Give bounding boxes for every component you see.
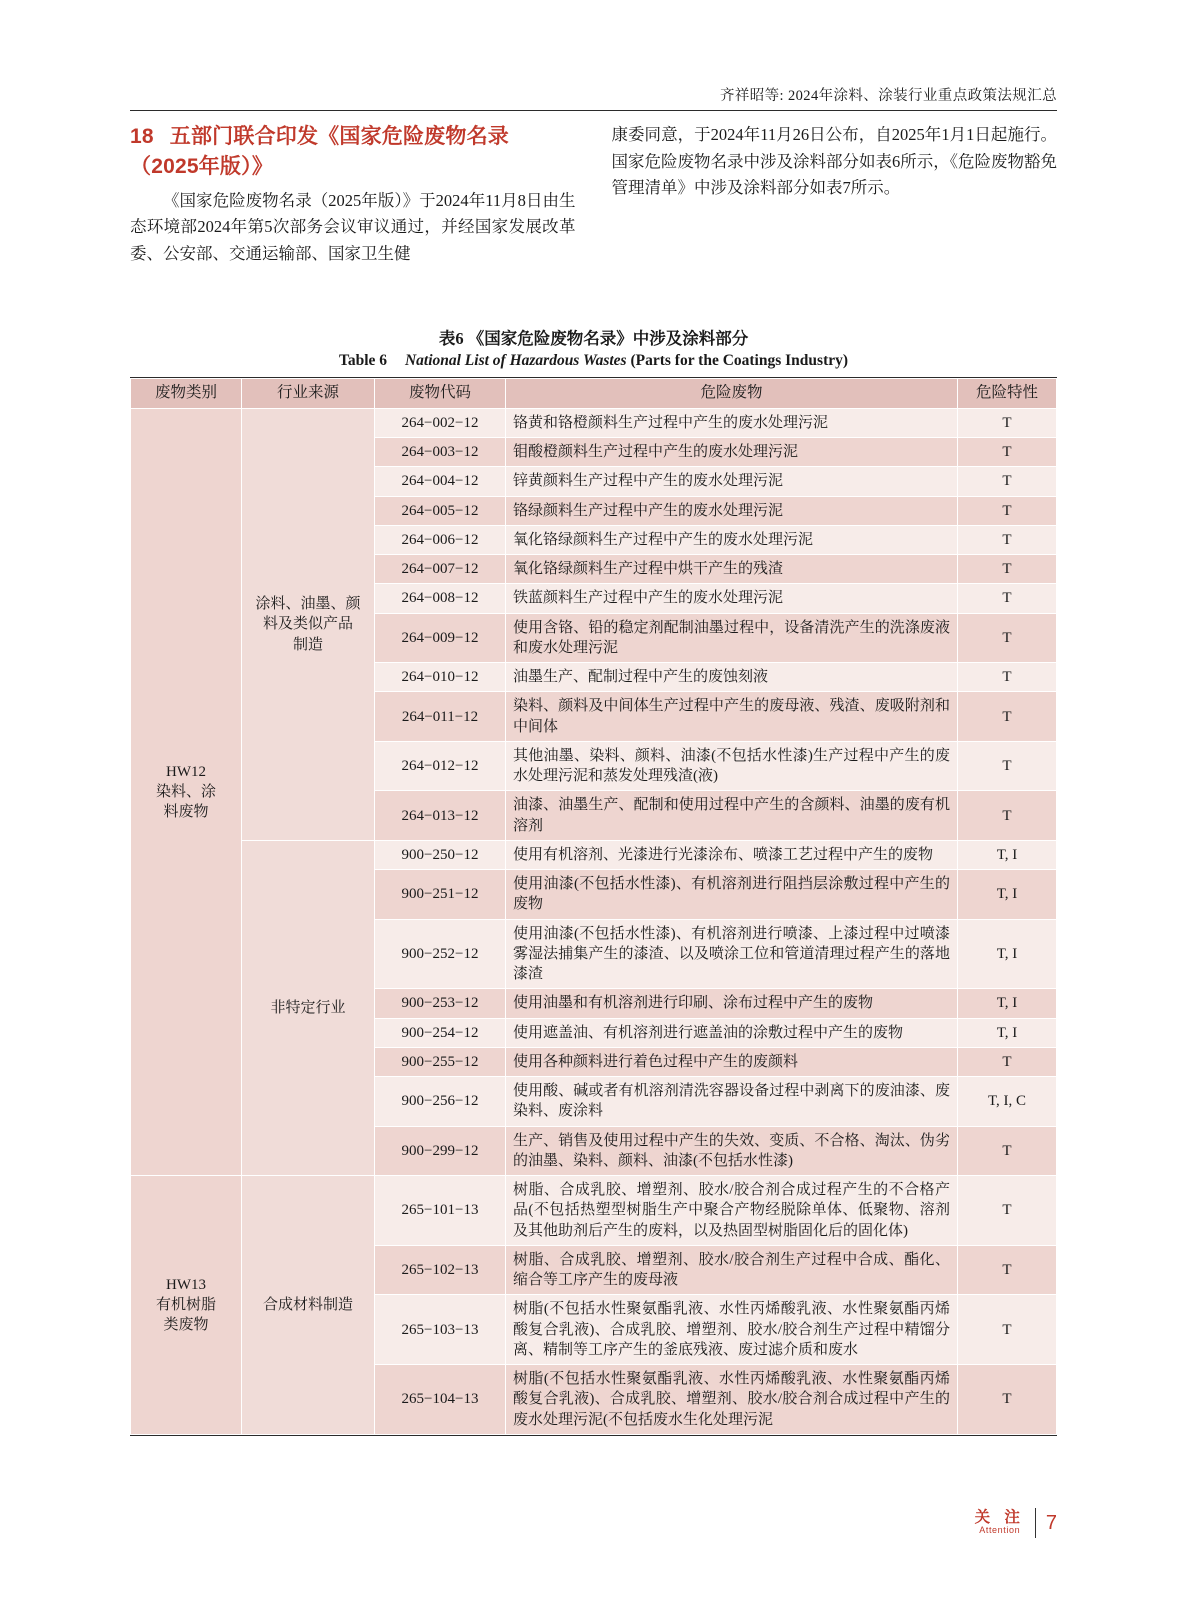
waste-name-cell: 使用油墨和有机溶剂进行印刷、涂布过程中产生的废物 xyxy=(506,989,958,1018)
waste-code-cell: 265−104−13 xyxy=(375,1365,506,1435)
table-header-cell: 危险特性 xyxy=(958,379,1057,409)
hazard-property-cell: T, I xyxy=(958,1018,1057,1047)
hazardous-waste-table xyxy=(130,378,1057,1435)
hazard-property-cell: T xyxy=(958,791,1057,841)
waste-code-cell: 264−005−12 xyxy=(375,496,506,525)
hazard-property-cell: T xyxy=(958,438,1057,467)
table-caption-cn: 表6 《国家危险废物名录》中涉及涂料部分 xyxy=(438,329,749,348)
waste-name-cell: 油漆、油墨生产、配制和使用过程中产生的含颜料、油墨的废有机溶剂 xyxy=(506,791,958,841)
hazard-property-cell: T, I xyxy=(958,870,1057,920)
hazard-property-cell: T xyxy=(958,584,1057,613)
waste-name-cell: 使用各种颜料进行着色过程中产生的废颜料 xyxy=(506,1047,958,1076)
waste-name-cell: 使用含铬、铅的稳定剂配制油墨过程中，设备清洗产生的洗涤废液和废水处理污泥 xyxy=(506,613,958,663)
table-header-cell: 行业来源 xyxy=(242,379,375,409)
waste-name-cell: 铁蓝颜料生产过程中产生的废水处理污泥 xyxy=(506,584,958,613)
table-caption-en xyxy=(0,352,1187,370)
section-title-text: 五部门联合印发《国家危险废物名录（2025年版）》 xyxy=(130,125,509,178)
waste-name-cell: 树脂(不包括水性聚氨酯乳液、水性丙烯酸乳液、水性聚氨酯丙烯酸复合乳液)、合成乳胶、增塑剂、胶水/胶合剂生产过程中精馏分离、精制等工序产生的釜底残液、废过滤介质和废水 xyxy=(506,1295,958,1365)
hazard-property-cell: T xyxy=(958,555,1057,584)
waste-code-cell: 900−250−12 xyxy=(375,840,506,869)
hazard-property-cell: T xyxy=(958,525,1057,554)
hazard-property-cell: T xyxy=(958,1245,1057,1295)
waste-code-cell: 264−012−12 xyxy=(375,741,506,791)
hazard-property-cell: T xyxy=(958,663,1057,692)
waste-code-cell: 900−252−12 xyxy=(375,919,506,989)
hazard-property-cell: T, I xyxy=(958,919,1057,989)
hazard-property-cell: T xyxy=(958,1047,1057,1076)
waste-name-cell: 树脂(不包括水性聚氨酯乳液、水性丙烯酸乳液、水性聚氨酯丙烯酸复合乳液)、合成乳胶、增塑剂、胶水/胶合剂合成过程中产生的废水处理污泥(不包括废水生化处理污泥 xyxy=(506,1365,958,1435)
intro-paragraph-right: 康委同意，于2024年11月26日公布，自2025年1月1日起施行。国家危险废物名录中涉及涂料部分如表6所示，《危险废物豁免管理清单》中涉及涂料部分如表7所示。 xyxy=(611,125,1057,198)
waste-code-cell: 900−255−12 xyxy=(375,1047,506,1076)
intro-column-right xyxy=(612,122,1058,268)
waste-name-cell: 使用酸、碱或者有机溶剂清洗容器设备过程中剥离下的废油漆、废染料、废涂料 xyxy=(506,1077,958,1127)
waste-name-cell: 其他油墨、染料、颜料、油漆(不包括水性漆)生产过程中产生的废水处理污泥和蒸发处理残渣(液) xyxy=(506,741,958,791)
waste-name-cell: 使用遮盖油、有机溶剂进行遮盖油的涂敷过程中产生的废物 xyxy=(506,1018,958,1047)
hazardous-waste-table-wrapper xyxy=(130,377,1057,1436)
hazard-property-cell: T xyxy=(958,613,1057,663)
table-caption-en-title: National List of Hazardous Wastes xyxy=(404,352,627,369)
intro-column-left xyxy=(130,122,576,268)
waste-code-cell: 900−256−12 xyxy=(375,1077,506,1127)
hazard-property-cell: T xyxy=(958,1126,1057,1176)
hazard-property-cell: T xyxy=(958,692,1057,742)
table-header-row xyxy=(131,379,1057,409)
intro-columns xyxy=(130,122,1057,268)
hazard-property-cell: T xyxy=(958,1176,1057,1246)
waste-name-cell: 锌黄颜料生产过程中产生的废水处理污泥 xyxy=(506,467,958,496)
waste-name-cell: 氧化铬绿颜料生产过程中烘干产生的残渣 xyxy=(506,555,958,584)
table-bottom-rule xyxy=(130,1435,1057,1436)
waste-code-cell: 265−103−13 xyxy=(375,1295,506,1365)
waste-code-cell: 900−251−12 xyxy=(375,870,506,920)
table-header-cell: 废物代码 xyxy=(375,379,506,409)
waste-name-cell: 使用有机溶剂、光漆进行光漆涂布、喷漆工艺过程中产生的废物 xyxy=(506,840,958,869)
waste-code-cell: 265−101−13 xyxy=(375,1176,506,1246)
hazard-property-cell: T xyxy=(958,496,1057,525)
waste-name-cell: 树脂、合成乳胶、增塑剂、胶水/胶合剂合成过程产生的不合格产品(不包括热塑型树脂生产中聚合产物经脱除单体、低聚物、溶剂及其他助剂后产生的废料，以及热固型树脂固化后的固化体) xyxy=(506,1176,958,1246)
waste-code-cell: 900−253−12 xyxy=(375,989,506,1018)
waste-name-cell: 生产、销售及使用过程中产生的失效、变质、不合格、淘汰、伪劣的油墨、染料、颜料、油漆(不包括水性漆) xyxy=(506,1126,958,1176)
footer-label-en: Attention xyxy=(979,1525,1021,1536)
waste-code-cell: 264−003−12 xyxy=(375,438,506,467)
header-rule xyxy=(130,110,1057,111)
waste-name-cell: 使用油漆(不包括水性漆)、有机溶剂进行阻挡层涂敷过程中产生的废物 xyxy=(506,870,958,920)
waste-code-cell: 264−009−12 xyxy=(375,613,506,663)
hazard-property-cell: T, I xyxy=(958,840,1057,869)
industry-source-cell: 非特定行业 xyxy=(242,840,375,1175)
waste-code-cell: 264−007−12 xyxy=(375,555,506,584)
hazard-property-cell: T, I xyxy=(958,989,1057,1018)
waste-name-cell: 油墨生产、配制过程中产生的废蚀刻液 xyxy=(506,663,958,692)
waste-code-cell: 900−254−12 xyxy=(375,1018,506,1047)
table-caption-en-tail: (Parts for the Coatings Industry) xyxy=(630,352,849,369)
waste-category-cell: HW13 有机树脂 类废物 xyxy=(131,1176,242,1435)
waste-code-cell: 265−102−13 xyxy=(375,1245,506,1295)
table-row xyxy=(131,840,1057,869)
waste-name-cell: 铬黄和铬橙颜料生产过程中产生的废水处理污泥 xyxy=(506,408,958,437)
waste-code-cell: 264−002−12 xyxy=(375,408,506,437)
table-header-cell: 废物类别 xyxy=(131,379,242,409)
waste-name-cell: 染料、颜料及中间体生产过程中产生的废母液、残渣、废吸附剂和中间体 xyxy=(506,692,958,742)
waste-category-cell: HW12 染料、涂 料废物 xyxy=(131,408,242,1175)
waste-code-cell: 264−010−12 xyxy=(375,663,506,692)
waste-name-cell: 氧化铬绿颜料生产过程中产生的废水处理污泥 xyxy=(506,525,958,554)
hazard-property-cell: T xyxy=(958,1365,1057,1435)
waste-code-cell: 264−011−12 xyxy=(375,692,506,742)
page-footer xyxy=(975,1508,1057,1538)
hazard-property-cell: T xyxy=(958,467,1057,496)
section-title xyxy=(130,122,576,182)
waste-name-cell: 使用油漆(不包括水性漆)、有机溶剂进行喷漆、上漆过程中过喷漆雾湿法捕集产生的漆渣、以及喷涂工位和管道清理过程产生的落地漆渣 xyxy=(506,919,958,989)
running-head: 齐祥昭等: 2024年涂料、涂装行业重点政策法规汇总 xyxy=(719,88,1057,104)
footer-label xyxy=(975,1510,1025,1536)
waste-name-cell: 树脂、合成乳胶、增塑剂、胶水/胶合剂生产过程中合成、酯化、缩合等工序产生的废母液 xyxy=(506,1245,958,1295)
waste-name-cell: 铬绿颜料生产过程中产生的废水处理污泥 xyxy=(506,496,958,525)
hazard-property-cell: T xyxy=(958,1295,1057,1365)
industry-source-cell: 合成材料制造 xyxy=(242,1176,375,1435)
intro-paragraph-left: 《国家危险废物名录（2025年版）》于2024年11月8日由生态环境部2024年第5次部务会议审议通过，并经国家发展改革委、公安部、交通运输部、国家卫生健 xyxy=(130,190,576,264)
hazard-property-cell: T, I, C xyxy=(958,1077,1057,1127)
waste-code-cell: 264−013−12 xyxy=(375,791,506,841)
footer-label-cn: 关 注 xyxy=(974,1509,1025,1527)
table-row xyxy=(131,1176,1057,1246)
waste-code-cell: 264−004−12 xyxy=(375,467,506,496)
hazard-property-cell: T xyxy=(958,408,1057,437)
waste-code-cell: 900−299−12 xyxy=(375,1126,506,1176)
footer-divider xyxy=(1035,1508,1036,1538)
hazard-property-cell: T xyxy=(958,741,1057,791)
industry-source-cell: 涂料、油墨、颜 料及类似产品 制造 xyxy=(242,408,375,840)
section-number: 18 xyxy=(130,125,154,148)
waste-code-cell: 264−006−12 xyxy=(375,525,506,554)
table-row xyxy=(131,408,1057,437)
waste-code-cell: 264−008−12 xyxy=(375,584,506,613)
table-header-cell: 危险废物 xyxy=(506,379,958,409)
waste-name-cell: 钼酸橙颜料生产过程中产生的废水处理污泥 xyxy=(506,438,958,467)
table-caption-en-lead: Table 6 xyxy=(338,352,388,369)
page-number: 7 xyxy=(1045,1511,1057,1534)
